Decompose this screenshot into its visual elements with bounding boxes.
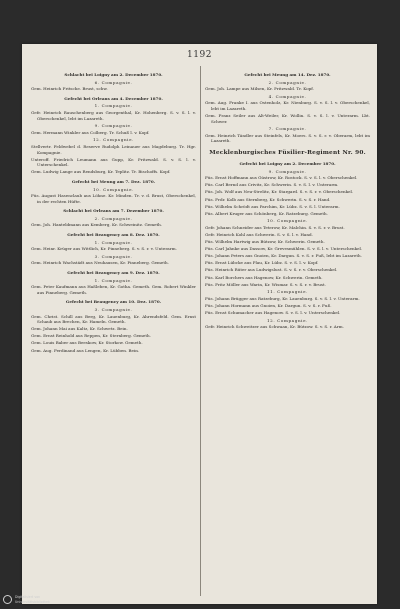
section-heading: Gefecht bei Orleans am 4. December 1870. bbox=[64, 95, 163, 101]
section-heading: Gefecht bei Beaugency am 9. Dez. 1870. bbox=[67, 270, 160, 276]
casualty-entry: Füs. Johann Hormann aus Gnoien, Kr. Dargun. S. v. S. r. Fuß. bbox=[205, 302, 332, 308]
section-heading: Gefecht bei Loigny am 2. December 1870. bbox=[239, 161, 336, 167]
casualty-entry: Füs. Joh. Wolf aus Neu-Strelitz, Kr. Stargard. S. v. S. r. v. Oberschenkel. bbox=[205, 189, 354, 195]
casualty-entry: Unteroff. Friedrich Leumann aus Gupp, Kr. Pritzwald. S. v. S. l. v. Unterschenkel. bbox=[31, 156, 196, 168]
watermark-line-2: Universitätsbibliothek bbox=[15, 599, 50, 604]
casualty-entry: Gem. Ludwig Lange aus Rendsburg, Kr. Teplitz. Tr. Bischoffs. Kopf. bbox=[31, 169, 171, 175]
company-heading: 2. Compagnie. bbox=[268, 79, 307, 85]
section-heading: Gefecht bei Beaugency am 8. Dez. 1870. bbox=[67, 232, 160, 238]
watermark-line-1: Digitalisiert von bbox=[15, 595, 41, 600]
library-logo-icon bbox=[3, 595, 12, 604]
casualty-entry: Gefr. Johann Schneider aus Teterow, Kr. Malchin. S. v. S. r. v. Brust. bbox=[205, 224, 345, 230]
left-column bbox=[31, 68, 196, 355]
section-heading: Schlacht bei Loigny am 2. December 1870. bbox=[64, 72, 163, 77]
column-divider bbox=[200, 66, 201, 596]
section-heading: Schlacht bei Orleans am 7. Dezember 1870. bbox=[63, 208, 164, 214]
casualty-entry: Füs. Fritz Möller aus Warin, Kr. Wismar. S. v. S. r. v. Brust. bbox=[205, 281, 326, 287]
casualty-entry: Füs. Frdr. Kolb aus Sternberg, Kr. Schwerin. S. v. S. r. Hand. bbox=[205, 196, 331, 202]
company-heading: 9. Compagnie. bbox=[268, 168, 307, 174]
company-heading: 10. Compagnie. bbox=[92, 186, 135, 192]
company-heading: 6. Compagnie. bbox=[94, 79, 133, 85]
casualty-entry: Gem. Aug. Franke I. aus Ostenholz, Kr. Nienburg. S. v. S. l. v. Oberschenkel, lebt im Lazareth. bbox=[205, 100, 370, 111]
company-heading: 1. Compagnie. bbox=[94, 239, 133, 245]
casualty-entry: Gem. Joh. Lampe aus Milsen, Kr. Pritzwald. Tr. Kopf. bbox=[205, 86, 314, 92]
casualty-entry: Füs. Johann Peters aus Gnoien, Kr. Dargun. S. v. S. r. Fuß, lebt im Lazareth. bbox=[205, 253, 362, 259]
casualty-entry: Füs. Heinrich Rüter aus Ludwigslust. S. v. S. r. v. Oberschenkel. bbox=[205, 267, 338, 273]
casualty-entry: Füs. Carl Bernd aus Crivitz, Kr. Schwerin. S. v. S. l. v. Unterarm. bbox=[205, 182, 339, 188]
casualty-entry: Füs. Karl Borchers aus Hagenow, Kr. Schwerin. Gemeth. bbox=[205, 274, 323, 280]
casualty-entry: Gem. Heinrich Tändler aus Steinfels, Kr. Moers. S. v. S. r. v. Oberarm, lebt im Lazareth. bbox=[205, 132, 370, 144]
casualty-entry: Füs. Ernst Lübcke aus Plau, Kr. Lübz. S. v. S. l. v. Kopf. bbox=[205, 260, 319, 266]
casualty-entry: Gem. Christ. Schill aus Berg, Kr. Lauenburg, Kr. Ahrendsfeld. Gem. Ernst Schaub aus Brechen, Kr. Hameln. Gemeth. bbox=[31, 313, 196, 325]
casualty-entry: Gem. Hermann Winkler aus Colberg. Tr. Schuß l. v. Kopf. bbox=[31, 129, 150, 135]
company-heading: 9. Compagnie. bbox=[94, 123, 133, 129]
casualty-entry: Gem. Heinrich Wachstädt aus Neuhausen, Kr. Pinneberg. Gemeth. bbox=[31, 260, 169, 266]
casualty-entry: Füs. August Hasenclaub aus Löhne. Kr. Minden. Tr. v. d. Brust, Oberschenkel, in der rechten Hüfte. bbox=[31, 193, 196, 204]
company-heading: 3. Compagnie. bbox=[94, 307, 133, 312]
casualty-entry: Gefr. Heinrich Rauschenberg aus Georgenthal, Kr. Hohenberg. S. v. S. l. v. Oberschenkel, lebt im Lazareth. bbox=[31, 109, 196, 121]
company-heading: 10. Compagnie. bbox=[266, 218, 309, 224]
casualty-entry: Gem. Peter Kaufmann aus Haßleben, Kr. Gotha. Gemeth. Gem. Robert Winkler aus Pinneberg. Gemeth. bbox=[31, 284, 196, 295]
section-heading: Gefecht bei Meung am 7. Dez. 1870. bbox=[71, 178, 156, 184]
casualty-entry: Gefr. Heinrich Schweitzer aus Schwaan, Kr. Bützow. S. v. S. r. Arm. bbox=[205, 324, 344, 330]
casualty-entry: Füs. Albert Kruger aus Schönberg, Kr. Ratzeburg. Gemeth. bbox=[205, 210, 328, 216]
section-heading: Gefecht bei Meung am 14. Dez. 1870. bbox=[244, 72, 331, 77]
company-heading: 12. Compagnie. bbox=[266, 317, 309, 323]
casualty-entry: Gem. Louis Baber aus Beeskow, Kr. Storkow. Gemeth. bbox=[31, 340, 143, 346]
casualty-entry: Gem. Aug. Ferdinand aus Lengen, Kr. Lübben. Bein. bbox=[31, 347, 140, 353]
casualty-entry: Füs. Ernst Schumacher aus Hagenow. S. v. S. l. v. Unterschenkel. bbox=[205, 310, 341, 315]
company-heading: 1. Compagnie. bbox=[94, 103, 133, 109]
document-page bbox=[22, 44, 377, 604]
company-heading: 1. Compagnie. bbox=[94, 277, 133, 283]
right-column bbox=[205, 68, 370, 331]
company-heading: 3. Compagnie. bbox=[94, 253, 133, 259]
casualty-entry: Füs. Wilhelm Hartwig aus Bützow, Kr. Schwerin. Gemeth. bbox=[205, 239, 325, 245]
casualty-entry: Gem. Ernst Reinhold aus Reppen, Kr. Sternberg. Gemeth. bbox=[31, 333, 151, 339]
company-heading: 4. Compagnie. bbox=[268, 93, 307, 99]
casualty-entry: Gem. Joh. Hanteldmann aus Kemberg, Kr. Schweinitz. Gemeth. bbox=[31, 222, 163, 228]
company-heading: 7. Compagnie. bbox=[268, 126, 307, 132]
casualty-entry: Gem. Johann Mai aus Kaltz, Kr. Schwetz. Bein. bbox=[31, 326, 128, 332]
casualty-entry: Gem. Heinr. Krüger aus Wittlich, Kr. Pinneberg. S. v. S. r. v. Unterarm. bbox=[31, 246, 177, 252]
company-heading: 12. Compagnie. bbox=[92, 137, 135, 143]
section-heading: Gefecht bei Beaugency am 10. Dez. 1870. bbox=[65, 299, 162, 305]
company-heading: 11. Compagnie. bbox=[266, 289, 309, 295]
casualty-entry: Stellvertr. Feldwebel d. Reserve Rudolph Leinauer aus Magdeburg. Tr. Hgr. Kompagnie. bbox=[31, 143, 196, 155]
casualty-entry: Gefr. Heinrich Kohl aus Schwerin. S. v. S. l. v. Hand. bbox=[205, 231, 313, 237]
casualty-entry: Füs. Johann Brügger aus Ratzeburg, Kr. Lauenburg. S. v. S. l. v. Unterarm. bbox=[205, 295, 360, 301]
page-number: 1192 bbox=[187, 50, 212, 60]
casualty-entry: Gem. Franz Seiler aus Alt-Weiler, Kr. Wollin. S. v. S. l. v. Unterarm. Lbt. Schwer. bbox=[205, 113, 370, 124]
casualty-entry: Füs. Ernst Hoffmann aus Güstrow, Kr. Rostock. S. v. S. l. v. Oberschenkel. bbox=[205, 175, 358, 181]
company-heading: 2. Compagnie. bbox=[94, 215, 133, 221]
casualty-entry: Füs. Wilhelm Schrödt aus Parchim, Kr. Lübz. S. v. S. l. Unterarm. bbox=[205, 203, 340, 209]
casualty-entry: Füs. Carl Jahnke aus Dassow, Kr. Grevesmühlen. S. v. S. l. v. Unterschenkel. bbox=[205, 246, 363, 252]
library-watermark bbox=[3, 595, 123, 604]
casualty-entry: Gem. Heinrich Fritsche. Brust, schw. bbox=[31, 86, 108, 92]
regiment-heading: Mecklenburgisches Füsilier-Regiment Nr. 90. bbox=[209, 150, 366, 157]
